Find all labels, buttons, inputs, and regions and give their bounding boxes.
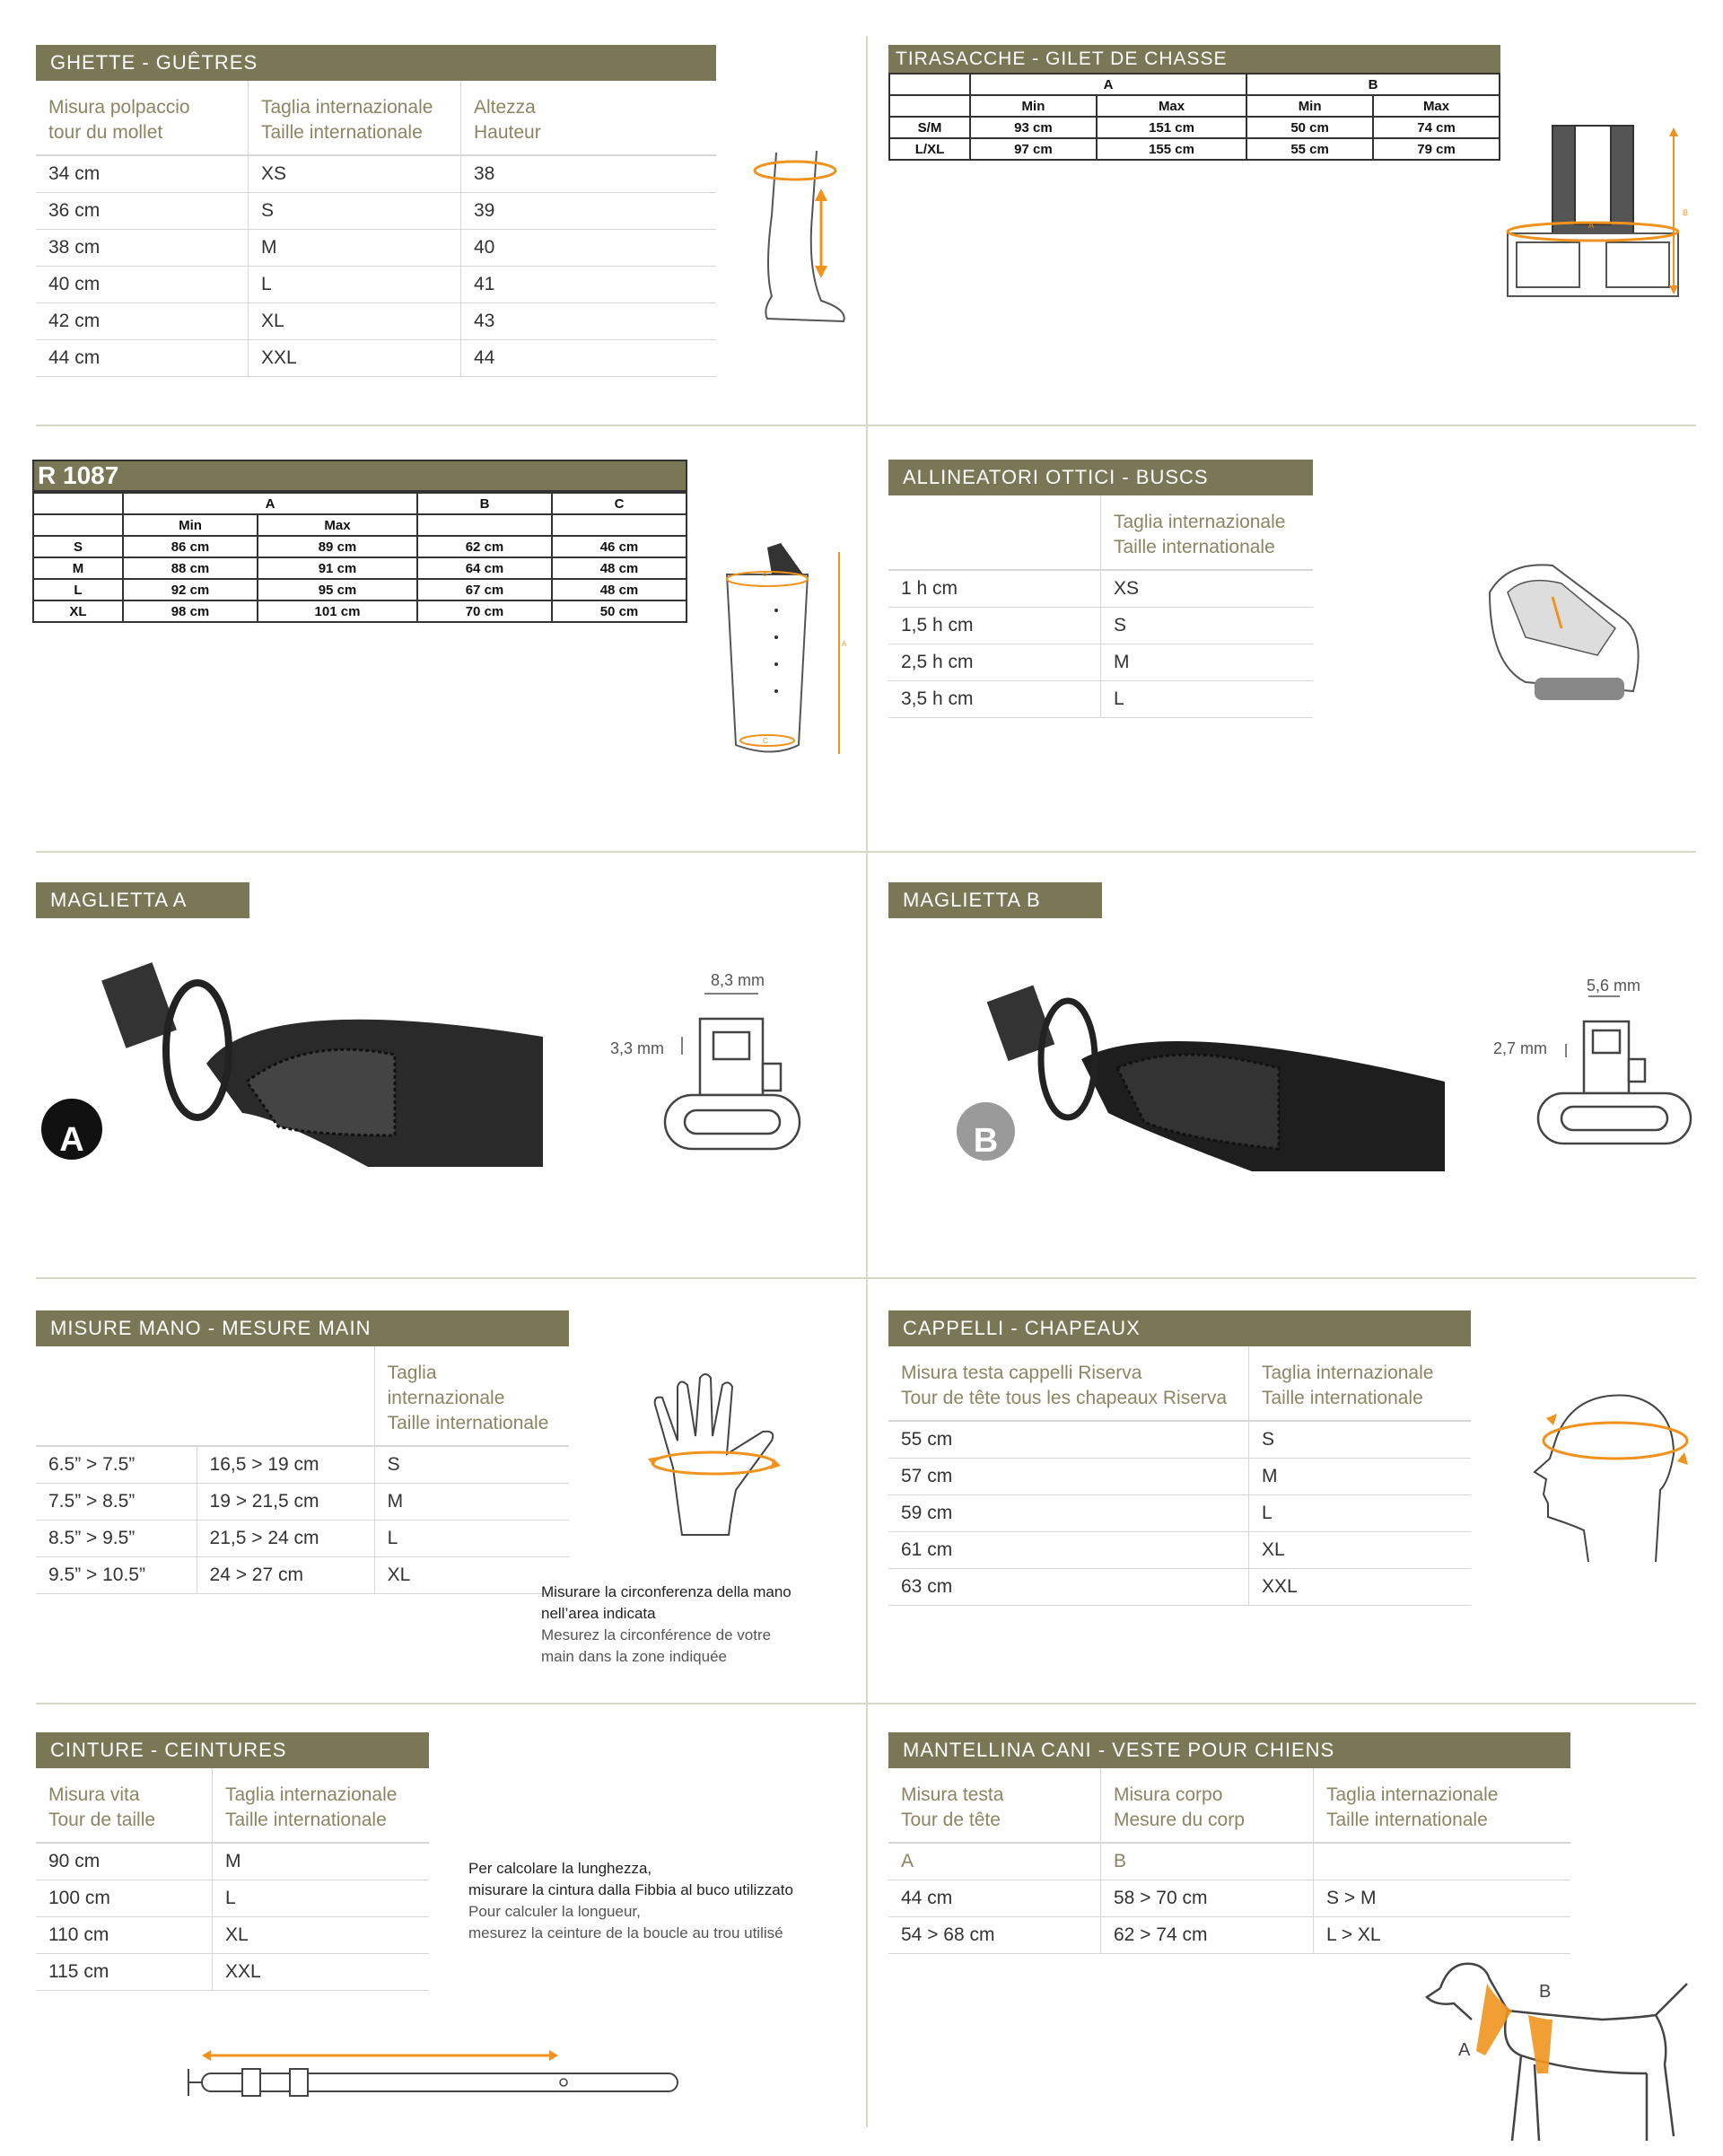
mano-row (36, 1557, 569, 1594)
cinture-cell: 100 cm (36, 1880, 213, 1917)
r1087-cell: 62 cm (417, 536, 552, 557)
ghette-row (36, 193, 716, 230)
swivel-b-diagram (1535, 995, 1696, 1147)
ghette-cell: S (249, 193, 461, 230)
tirasacche-cell: L/XL (889, 138, 970, 160)
mano-note: Misurare la circonferenza della mano nell’area indicata Mesurez la circonférence de votre main dans la zone indiquée (541, 1583, 792, 1665)
leg-illustration (736, 144, 862, 328)
allineatori-cell: 2,5 h cm (888, 644, 1101, 681)
r1087-cell: S (33, 536, 123, 557)
ghette-cell: L (249, 267, 461, 303)
vest-label-a: A (1588, 221, 1595, 230)
cinture-row (36, 1917, 429, 1954)
mantellina-cell: S > M (1314, 1880, 1571, 1917)
r1087-cell: M (33, 557, 123, 579)
ghette-cell: 38 cm (36, 230, 249, 267)
ghette-cell: M (249, 230, 461, 267)
mantellina-row (888, 1843, 1570, 1880)
r1087-empty (417, 514, 552, 536)
cappelli-header-1: Taglia internazionale Taille internationale (1249, 1346, 1472, 1421)
mantellina-cell: A (888, 1843, 1101, 1880)
r1087-row (33, 600, 687, 622)
sling-a-photo (99, 956, 543, 1167)
tirasacche-cell: 55 cm (1246, 138, 1373, 160)
row-divider-2 (36, 851, 1696, 853)
tirasacche-cell: 79 cm (1373, 138, 1500, 160)
r1087-row (33, 579, 687, 600)
mano-cell: 9.5” > 10.5” (36, 1557, 197, 1594)
mantellina-cell: 54 > 68 cm (888, 1917, 1101, 1954)
mano-cell: 19 > 21,5 cm (197, 1484, 374, 1521)
allineatori-row (888, 570, 1313, 608)
allineatori-cell: L (1101, 681, 1314, 718)
cappelli-row (888, 1459, 1471, 1495)
ghette-cell: 43 (461, 303, 717, 340)
ghette-cell: 44 cm (36, 340, 249, 377)
row-divider-4 (36, 1703, 1696, 1705)
r1087-cell: 48 cm (552, 579, 687, 600)
maglietta-b-width: 5,6 mm (1587, 977, 1641, 995)
allineatori-cell: S (1101, 608, 1314, 644)
maglietta-a-height: 3,3 mm (610, 1039, 665, 1057)
ghette-cell: XS (249, 155, 461, 193)
badge-b: B (957, 1102, 1015, 1161)
ghette-row (36, 267, 716, 303)
boot-label-b: B (763, 570, 768, 578)
cinture-row (36, 1843, 429, 1880)
cappelli-cell: 55 cm (888, 1421, 1249, 1459)
mantellina-title: MANTELLINA CANI - VESTE POUR CHIENS (888, 1732, 1570, 1768)
mano-cell: 16,5 > 19 cm (197, 1446, 374, 1484)
cinture-header-1: Taglia internazionale Taille internationale (213, 1768, 430, 1843)
allineatori-row (888, 608, 1313, 644)
r1087-cell: 50 cm (552, 600, 687, 622)
allineatori-header-0 (888, 495, 1101, 570)
cappelli-row (888, 1495, 1471, 1532)
mano-cell: XL (374, 1557, 569, 1594)
r1087-table (32, 492, 687, 623)
ghette-cell: XXL (249, 340, 461, 377)
tirasacche-row (889, 138, 1500, 160)
ghette-row (36, 230, 716, 267)
ghette-row (36, 155, 716, 193)
r1087-cell: 64 cm (417, 557, 552, 579)
r1087-cell: 98 cm (123, 600, 258, 622)
ghette-title: GHETTE - GUÊTRES (36, 45, 716, 81)
head-illustration (1521, 1382, 1692, 1562)
r1087-cell: 86 cm (123, 536, 258, 557)
cappelli-cell: M (1249, 1459, 1472, 1495)
cappelli-cell: XL (1249, 1532, 1472, 1569)
cappelli-cell: 63 cm (888, 1569, 1249, 1606)
cappelli-cell: 57 cm (888, 1459, 1249, 1495)
r1087-cell: XL (33, 600, 123, 622)
r1087-row (33, 557, 687, 579)
mantellina-cell: B (1101, 1843, 1314, 1880)
tirasacche-cell: 50 cm (1246, 117, 1373, 138)
dog-label-b: B (1539, 1982, 1552, 2002)
mano-cell: L (374, 1521, 569, 1557)
boot-label-a: A (842, 640, 847, 648)
boot-label-c: C (763, 737, 768, 745)
mantellina-cell: 44 cm (888, 1880, 1101, 1917)
allineatori-title: ALLINEATORI OTTICI - BUSCS (888, 460, 1313, 495)
busc-illustration (1472, 557, 1651, 723)
allineatori-row (888, 644, 1313, 681)
allineatori-cell: XS (1101, 570, 1314, 608)
r1087-corner (33, 493, 123, 514)
r1087-empty (552, 514, 687, 536)
ghette-cell: 39 (461, 193, 717, 230)
ghette-cell: 34 cm (36, 155, 249, 193)
mano-cell: 8.5” > 9.5” (36, 1521, 197, 1557)
r1087-cell: 95 cm (258, 579, 417, 600)
mano-row (36, 1484, 569, 1521)
r1087-cell: 88 cm (123, 557, 258, 579)
cinture-cell: XXL (213, 1954, 430, 1991)
ghette-header-1: Taglia internazionale Taille internationale (249, 81, 461, 155)
boot-illustration (718, 539, 862, 763)
ghette-cell: 40 cm (36, 267, 249, 303)
tirasacche-cell: 155 cm (1097, 138, 1246, 160)
mantellina-table (888, 1768, 1570, 1954)
tirasacche-corner-2 (889, 95, 970, 117)
cinture-cell: 110 cm (36, 1917, 213, 1954)
cappelli-table (888, 1346, 1471, 1606)
r1087-group-b: B (417, 493, 552, 514)
mano-header-0 (36, 1346, 374, 1446)
row-divider-3 (36, 1277, 1696, 1279)
cinture-cell: L (213, 1880, 430, 1917)
r1087-cell: 48 cm (552, 557, 687, 579)
badge-a: A (41, 1099, 102, 1160)
mano-title: MISURE MANO - MESURE MAIN (36, 1310, 569, 1346)
tirasacche-group-b: B (1246, 74, 1500, 95)
cappelli-row (888, 1421, 1471, 1459)
ghette-cell: XL (249, 303, 461, 340)
tirasacche-row (889, 117, 1500, 138)
r1087-corner-2 (33, 514, 123, 536)
allineatori-cell: 3,5 h cm (888, 681, 1101, 718)
belt-illustration (184, 2046, 687, 2100)
mano-row (36, 1521, 569, 1557)
dog-illustration (1422, 1930, 1710, 2154)
cinture-cell: 115 cm (36, 1954, 213, 1991)
ghette-table (36, 81, 716, 377)
cinture-title: CINTURE - CEINTURES (36, 1732, 429, 1768)
ghette-cell: 36 cm (36, 193, 249, 230)
mantellina-cell: L > XL (1314, 1917, 1571, 1954)
r1087-sub: Min (123, 514, 258, 536)
tirasacche-cell: 97 cm (970, 138, 1097, 160)
cappelli-cell: L (1249, 1495, 1472, 1532)
mano-cell: S (374, 1446, 569, 1484)
r1087-title: R 1087 (32, 460, 687, 492)
tirasacche-cell: 74 cm (1373, 117, 1500, 138)
tirasacche-corner (889, 74, 970, 95)
cinture-table (36, 1768, 429, 1991)
cappelli-row (888, 1569, 1471, 1606)
allineatori-row (888, 681, 1313, 718)
mano-cell: 24 > 27 cm (197, 1557, 374, 1594)
r1087-cell: 67 cm (417, 579, 552, 600)
tirasacche-table (888, 73, 1500, 161)
hand-illustration (646, 1369, 794, 1539)
r1087-group-a: A (123, 493, 417, 514)
cappelli-row (888, 1532, 1471, 1569)
maglietta-b-height: 2,7 mm (1493, 1039, 1548, 1057)
ghette-header-0: Misura polpaccio tour du mollet (48, 97, 190, 143)
r1087-group-c: C (552, 493, 687, 514)
r1087-cell: 89 cm (258, 536, 417, 557)
cinture-cell: 90 cm (36, 1843, 213, 1880)
mantellina-cell: 62 > 74 cm (1101, 1917, 1314, 1954)
r1087-cell: 92 cm (123, 579, 258, 600)
mantellina-cell (1314, 1843, 1571, 1880)
r1087-cell: 91 cm (258, 557, 417, 579)
tirasacche-group-a: A (970, 74, 1246, 95)
r1087-cell: 101 cm (258, 600, 417, 622)
ghette-row (36, 340, 716, 377)
swivel-a-diagram (660, 992, 830, 1153)
cinture-note: Per calcolare la lunghezza, misurare la cintura dalla Fibbia al buco utilizzato Pour calculer la longueur, mesurez la ceinture de la boucle au trou utilisé (468, 1860, 793, 1941)
r1087-cell: 70 cm (417, 600, 552, 622)
row-divider-1 (36, 425, 1696, 426)
allineatori-cell: M (1101, 644, 1314, 681)
r1087-cell: L (33, 579, 123, 600)
mantellina-header-1: Misura corpo Mesure du corp (1101, 1768, 1314, 1843)
cappelli-title: CAPPELLI - CHAPEAUX (888, 1310, 1471, 1346)
mantellina-cell: 58 > 70 cm (1101, 1880, 1314, 1917)
ghette-cell: 42 cm (36, 303, 249, 340)
ghette-row (36, 303, 716, 340)
tirasacche-sub: Max (1097, 95, 1246, 117)
allineatori-table (888, 495, 1313, 718)
cinture-row (36, 1880, 429, 1917)
tirasacche-title: TIRASACCHE - GILET DE CHASSE (888, 45, 1500, 73)
mantellina-header-0: Misura testa Tour de tête (901, 1784, 1004, 1830)
tirasacche-sub: Min (1246, 95, 1373, 117)
maglietta-b-title: MAGLIETTA B (888, 882, 1102, 918)
cappelli-header-0: Misura testa cappelli Riserva Tour de tête tous les chapeaux Riserva (901, 1363, 1228, 1408)
cinture-cell: M (213, 1843, 430, 1880)
tirasacche-cell: S/M (889, 117, 970, 138)
ghette-cell: 40 (461, 230, 717, 267)
mano-header-1: Taglia internazionale Taille internationale (374, 1346, 569, 1446)
center-divider (866, 36, 868, 2127)
tirasacche-sub: Min (970, 95, 1097, 117)
cappelli-cell: S (1249, 1421, 1472, 1459)
cinture-header-0: Misura vita Tour de taille (48, 1784, 156, 1830)
dog-label-a: A (1458, 2040, 1471, 2060)
sling-b-photo (983, 978, 1445, 1171)
vest-illustration (1499, 117, 1696, 305)
mano-cell: 7.5” > 8.5” (36, 1484, 197, 1521)
r1087-row (33, 536, 687, 557)
mano-table (36, 1346, 569, 1594)
ghette-cell: 44 (461, 340, 717, 377)
maglietta-a-title: MAGLIETTA A (36, 882, 249, 918)
mantellina-row (888, 1880, 1570, 1917)
cappelli-cell: XXL (1249, 1569, 1472, 1606)
tirasacche-cell: 93 cm (970, 117, 1097, 138)
cappelli-cell: 61 cm (888, 1532, 1249, 1569)
ghette-header-2: Altezza Hauteur (461, 81, 717, 155)
ghette-cell: 38 (461, 155, 717, 193)
cinture-row (36, 1954, 429, 1991)
r1087-cell: 46 cm (552, 536, 687, 557)
allineatori-header-1: Taglia internazionale Taille internationale (1101, 495, 1314, 570)
mano-row (36, 1446, 569, 1484)
mano-cell: M (374, 1484, 569, 1521)
cappelli-cell: 59 cm (888, 1495, 1249, 1532)
tirasacche-sub: Max (1373, 95, 1500, 117)
mano-cell: 21,5 > 24 cm (197, 1521, 374, 1557)
maglietta-a-width: 8,3 mm (711, 971, 765, 989)
r1087-sub: Max (258, 514, 417, 536)
allineatori-cell: 1,5 h cm (888, 608, 1101, 644)
mantellina-header-2: Taglia internazionale Taille internationale (1314, 1768, 1571, 1843)
allineatori-cell: 1 h cm (888, 570, 1101, 608)
mano-cell: 6.5” > 7.5” (36, 1446, 197, 1484)
ghette-cell: 41 (461, 267, 717, 303)
cinture-cell: XL (213, 1917, 430, 1954)
tirasacche-cell: 151 cm (1097, 117, 1246, 138)
vest-label-b: B (1683, 208, 1689, 217)
